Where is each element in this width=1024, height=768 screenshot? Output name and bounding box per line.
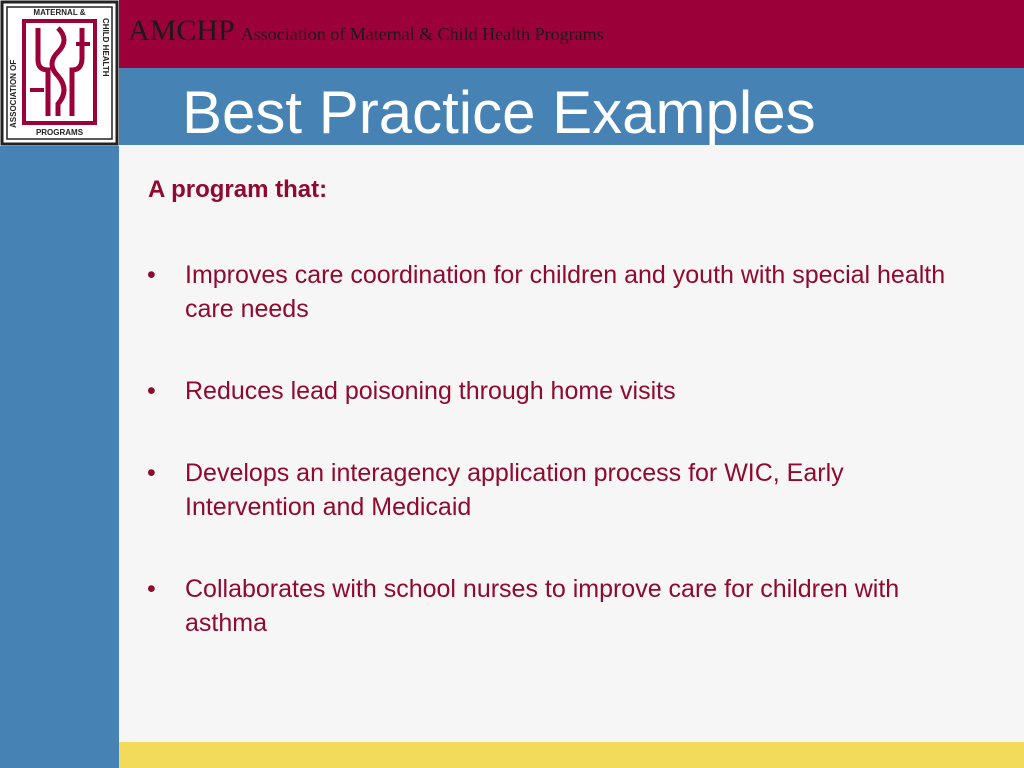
amchp-logo [0, 0, 119, 146]
subheading: A program that: [148, 176, 328, 203]
list-item-text: Collaborates with school nurses to improve care for children with asthma [185, 575, 900, 637]
side-band [0, 68, 119, 768]
list-item [147, 456, 977, 524]
list-item [147, 258, 977, 326]
list-item-text: Improves care coordination for children and youth with special health care needs [185, 261, 946, 323]
footer-band [119, 742, 1024, 768]
bullet-mark: • [147, 261, 156, 289]
list-item [147, 374, 977, 408]
bullet-mark: • [147, 575, 156, 603]
bullet-mark: • [147, 377, 156, 405]
svg-text:CHILD HEALTH: CHILD HEALTH [101, 18, 110, 77]
list-item [147, 572, 977, 640]
page-title: Best Practice Examples [182, 79, 816, 146]
bullet-mark: • [147, 459, 156, 487]
list-item-text: Reduces lead poisoning through home visits [185, 377, 676, 405]
org-line [128, 14, 604, 54]
svg-text:ASSOCIATION OF: ASSOCIATION OF [9, 59, 18, 128]
org-abbreviation: AMCHP [128, 14, 235, 47]
svg-text:MATERNAL &: MATERNAL & [33, 8, 86, 17]
svg-text:PROGRAMS: PROGRAMS [35, 128, 84, 137]
amchp-logo-graphic [0, 0, 119, 146]
bullet-list [147, 258, 977, 688]
list-item-text: Develops an interagency application process for WIC, Early Intervention and Medicaid [185, 459, 844, 521]
org-full-name: Association of Maternal & Child Health Programs [240, 24, 604, 44]
